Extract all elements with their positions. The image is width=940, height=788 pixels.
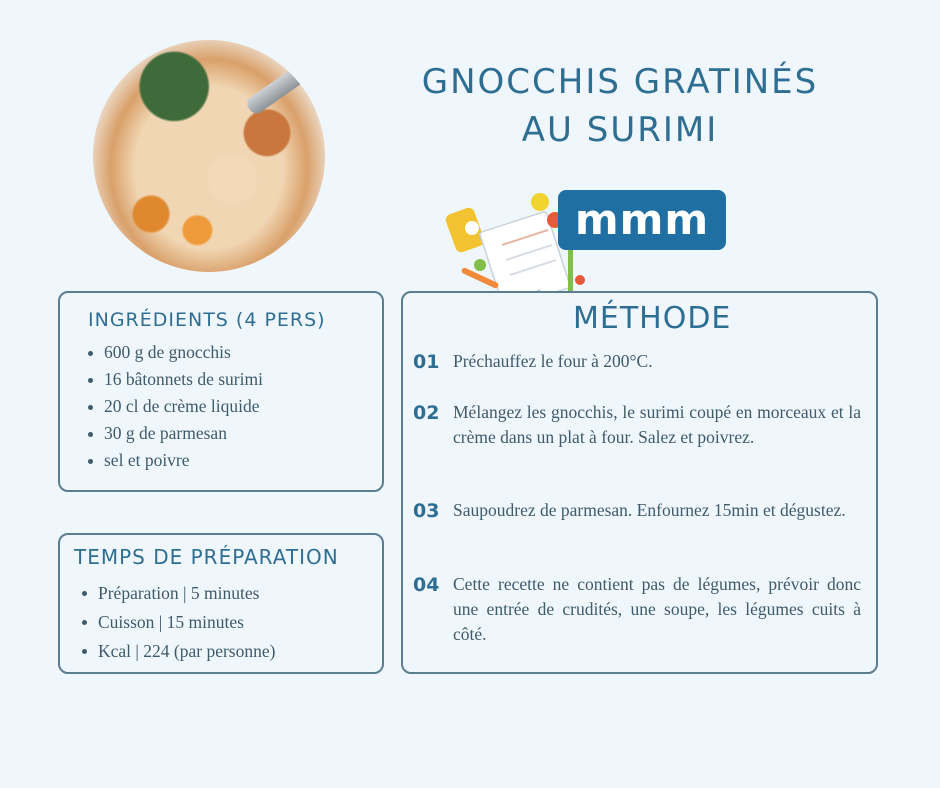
method-panel bbox=[401, 291, 878, 674]
step-number: 02 bbox=[413, 402, 440, 424]
method-step bbox=[413, 498, 861, 523]
fork-icon bbox=[244, 62, 312, 117]
prep-time-list bbox=[78, 579, 275, 666]
method-heading: MÉTHODE bbox=[573, 301, 732, 336]
food-photo bbox=[93, 40, 325, 272]
list-item: 16 bâtonnets de surimi bbox=[84, 366, 263, 393]
ingredients-heading: INGRÉDIENTS (4 PERS) bbox=[88, 309, 326, 331]
step-text: Saupoudrez de parmesan. Enfournez 15min et dégustez. bbox=[453, 500, 846, 520]
title-line-2: AU SURIMI bbox=[521, 110, 719, 150]
list-item: Cuisson | 15 minutes bbox=[78, 608, 275, 637]
step-text: Cette recette ne contient pas de légumes, prévoir donc une entrée de crudités, une soupe, les légumes cuits à côté. bbox=[453, 574, 861, 644]
ingredients-list bbox=[84, 339, 263, 474]
mmm-badge: mmm bbox=[558, 190, 726, 250]
list-item: Kcal | 224 (par personne) bbox=[78, 637, 275, 666]
step-number: 01 bbox=[413, 351, 440, 373]
prep-time-heading: TEMPS DE PRÉPARATION bbox=[74, 545, 339, 569]
title-line-1: GNOCCHIS GRATINÉS bbox=[421, 62, 819, 102]
step-number: 04 bbox=[413, 574, 440, 596]
prep-time-panel bbox=[58, 533, 384, 674]
method-step bbox=[413, 349, 861, 374]
method-step bbox=[413, 400, 861, 450]
list-item: 600 g de gnocchis bbox=[84, 339, 263, 366]
list-item: 20 cl de crème liquide bbox=[84, 393, 263, 420]
method-step bbox=[413, 572, 861, 647]
list-item: 30 g de parmesan bbox=[84, 420, 263, 447]
step-text: Mélangez les gnocchis, le surimi coupé en morceaux et la crème dans un plat à four. Salez et poivrez. bbox=[453, 402, 861, 447]
ingredients-panel bbox=[58, 291, 384, 492]
page-title bbox=[360, 58, 880, 154]
list-item: Préparation | 5 minutes bbox=[78, 579, 275, 608]
step-number: 03 bbox=[413, 500, 440, 522]
step-text: Préchauffez le four à 200°C. bbox=[453, 351, 653, 371]
list-item: sel et poivre bbox=[84, 447, 263, 474]
